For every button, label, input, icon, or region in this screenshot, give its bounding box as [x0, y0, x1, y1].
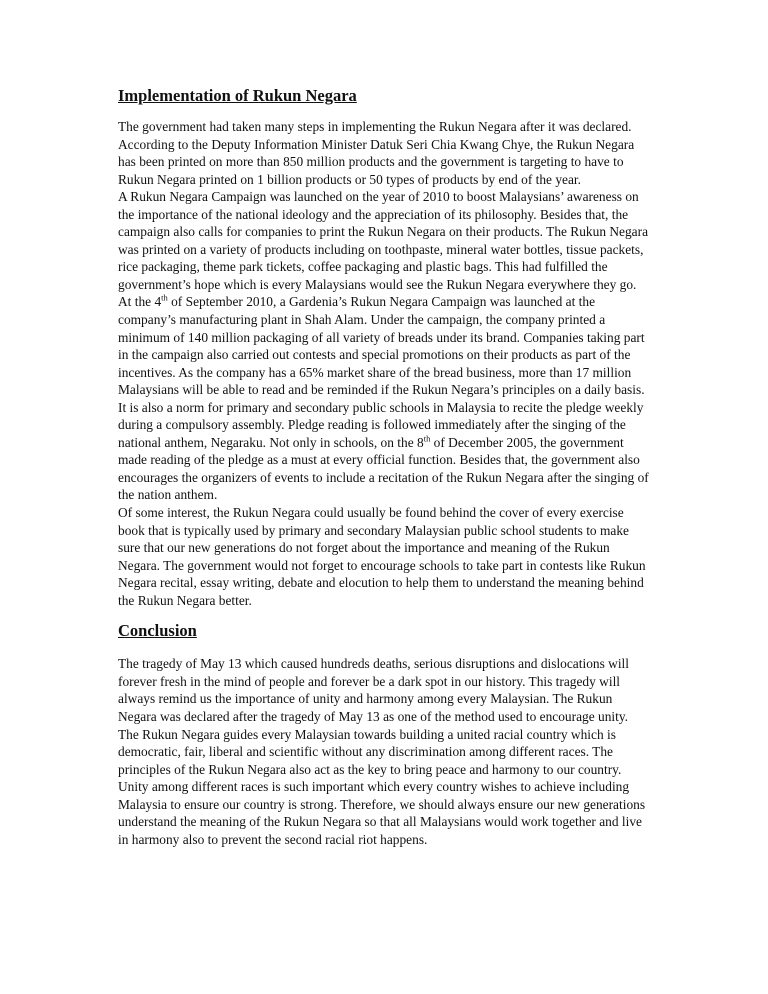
- paragraph: [118, 504, 650, 609]
- section-heading-implementation: Implementation of Rukun Negara: [118, 86, 357, 105]
- paragraph: [118, 655, 650, 848]
- section-body-conclusion: [118, 655, 650, 848]
- paragraph: [118, 293, 650, 398]
- paragraph-text: of September 2010, a Gardenia’s Rukun Negara Campaign was launched at the company’s manufacturing plant in Shah Alam. Under the campaign, the company printed a minimum of 140 million packaging of all variety of breads under its brand. Companies taking part in the campaign also carried out contests and special promotions on their products as part of the incentives. As the company has a 65% market share of the bread business, more than 17 million Malaysians will be able to read and be reminded if the Rukun Negara’s principles on a daily basis.: [118, 294, 645, 398]
- paragraph-text: It is also a norm for primary and secondary public schools in Malaysia to recite the pledge weekly during a compulsory assembly. Pledge reading is followed immediately after the singing of the national anthem, Negaraku. Not only in schools, on the 8: [118, 399, 644, 450]
- section-body-implementation: [118, 118, 650, 609]
- paragraph-text: Of some interest, the Rukun Negara could usually be found behind the cover of every exercise book that is typically used by primary and secondary Malaysian public school students to make sure that our new generations do not forget about the importance and meaning of the Rukun Negara. The government would not forget to encourage schools to take part in contests like Rukun Negara recital, essay writing, debate and elocution to help them to understand the meaning behind the Rukun Negara better.: [118, 505, 646, 608]
- paragraph-text: The government had taken many steps in implementing the Rukun Negara after it was declared. According to the Deputy Information Minister Datuk Seri Chia Kwang Chye, the Rukun Negara has been printed on more than 850 million products and the government is targeting to have to Rukun Negara printed on 1 billion products or 50 types of products by end of the year.: [118, 119, 635, 187]
- paragraph-text: At the 4: [118, 294, 162, 310]
- paragraph-text: A Rukun Negara Campaign was launched on the year of 2010 to boost Malaysians’ awareness on the importance of the national ideology and the appreciation of its philosophy. Besides that, the campaign also calls for companies to print the Rukun Negara on their products. The Rukun Negara was printed on a variety of products including on toothpaste, mineral water bottles, tissue packets, rice packaging, theme park tickets, coffee packaging and plastic bags. This had fulfilled the government’s hope which is every Malaysians would see the Rukun Negara everywhere they go.: [118, 189, 649, 292]
- paragraph: [118, 118, 650, 188]
- document-page: [118, 84, 650, 848]
- paragraph: [118, 399, 650, 504]
- ordinal-suffix: th: [423, 433, 431, 444]
- paragraph: [118, 188, 650, 293]
- ordinal-suffix: th: [161, 293, 168, 303]
- section-heading-conclusion: Conclusion: [118, 621, 197, 641]
- paragraph-text: of December 2005, the government made reading of the pledge as a must at every official function. Besides that, the government also encourages the organizers of events to include a recitation of the Rukun Negara after the singing of the nation anthem.: [118, 434, 649, 503]
- paragraph-text: The tragedy of May 13 which caused hundreds deaths, serious disruptions and dislocations will forever fresh in the mind of people and forever be a dark spot in our history. This tragedy will always remind us the importance of unity and harmony among every Malaysian. The Rukun Negara was declared after the tragedy of May 13 as one of the method used to encourage unity. The Rukun Negara guides every Malaysian towards building a united racial country which is democratic, fair, liberal and scientific without any discrimination among different races. The principles of the Rukun Negara also act as the key to bring peace and harmony to our country. Unity among different races is such important which every country wishes to achieve including Malaysia to ensure our country is strong. Therefore, we should always ensure our new generations understand the meaning of the Rukun Negara so that all Malaysians would work together and live in harmony also to prevent the second racial riot happens.: [118, 656, 646, 847]
